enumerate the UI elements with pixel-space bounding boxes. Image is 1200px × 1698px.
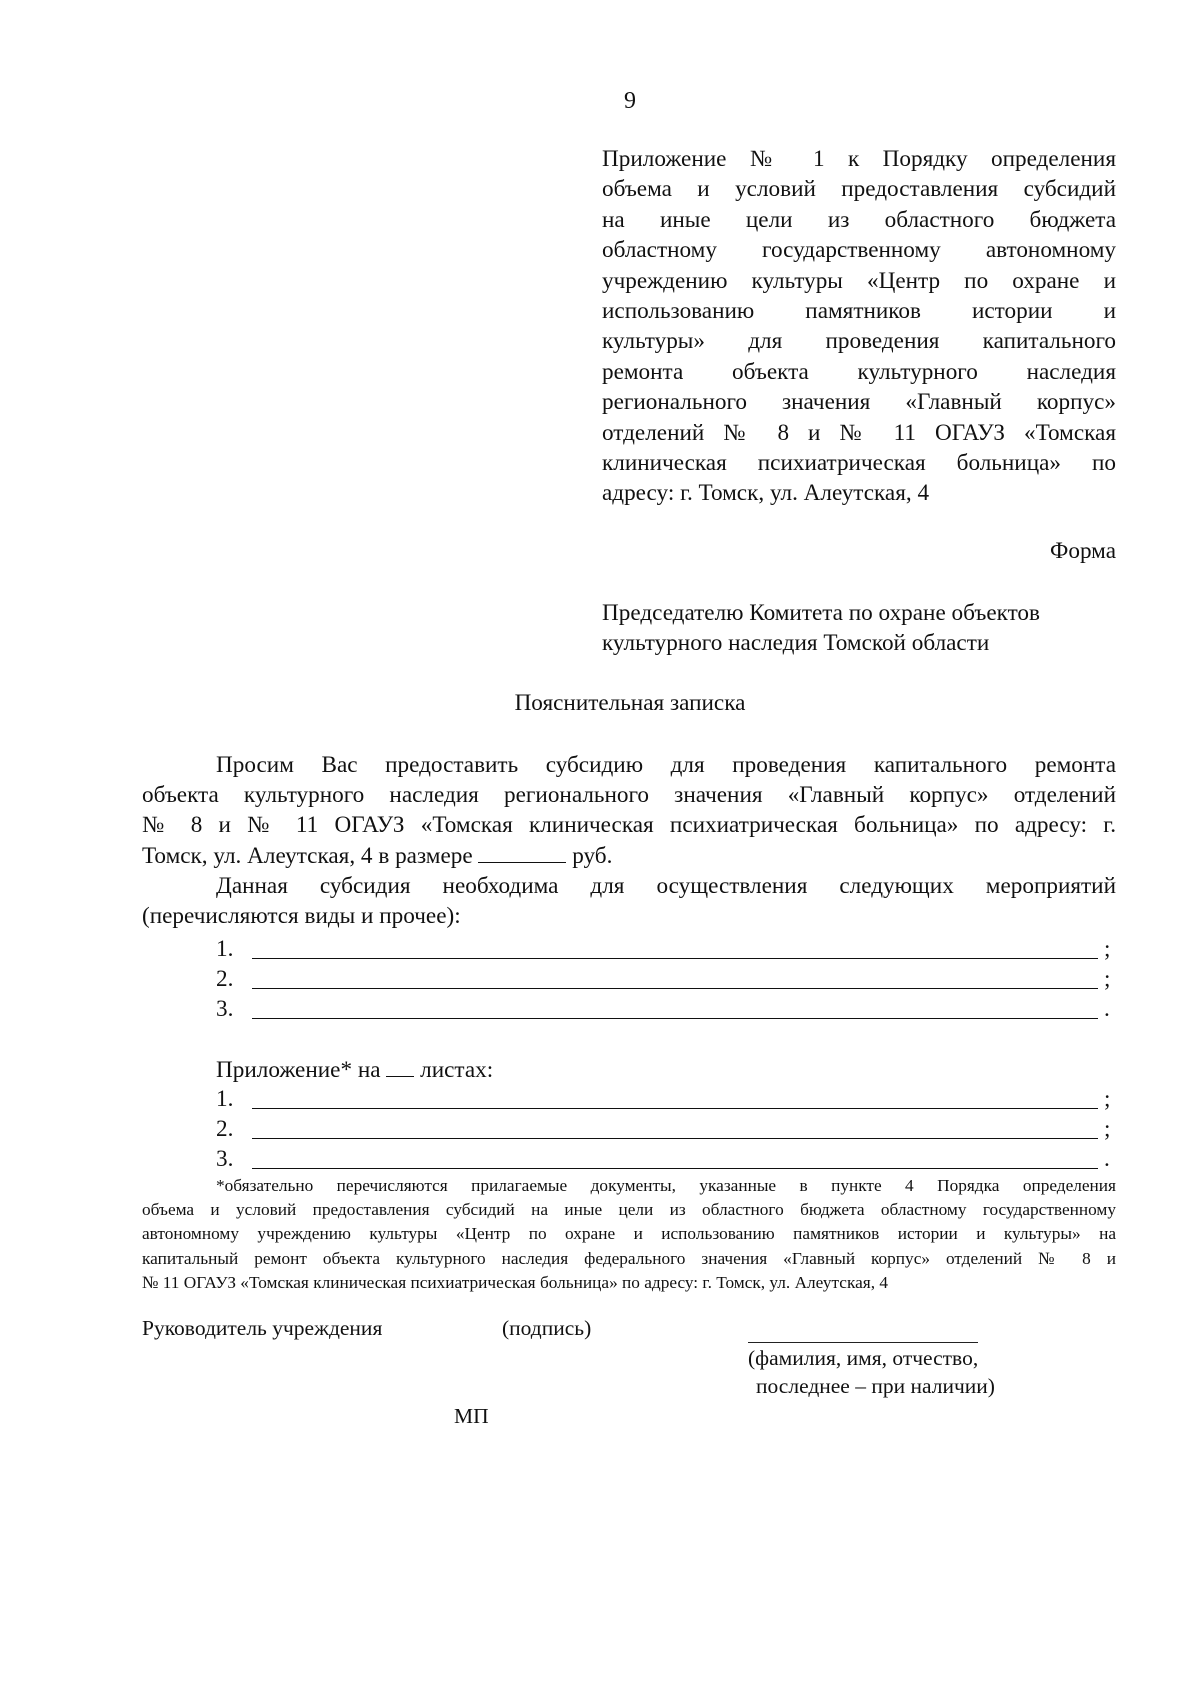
footnote-line: автономному учреждению культуры «Центр по охране и использованию памятников истории и культуры» на — [142, 1224, 1116, 1244]
list-number: 2. — [216, 966, 234, 992]
attachments-label-end: листах: — [420, 1057, 494, 1083]
attachments-list — [216, 1086, 1120, 1176]
page-number: 9 — [624, 88, 636, 114]
stamp-place-label: МП — [454, 1404, 489, 1428]
body-line: (перечисляются виды и прочее): — [142, 903, 461, 930]
footnote-line: объема и условий предоставления субсидий на иные цели из областного бюджета областному государственному — [142, 1200, 1116, 1220]
addressee — [602, 598, 1040, 659]
list-end-mark: ; — [1104, 1116, 1111, 1142]
attachment-blank-line[interactable] — [252, 1108, 1098, 1109]
addressee-line: культурного наследия Томской области — [602, 630, 990, 657]
appendix-line: использованию памятников истории и — [602, 298, 1116, 325]
appendix-line: культуры» для проведения капитального — [602, 328, 1116, 355]
list-number: 3. — [216, 1146, 234, 1172]
attachment-blank-line[interactable] — [252, 1138, 1098, 1139]
appendix-line: ремонта объекта культурного наследия — [602, 358, 1116, 385]
appendix-line: отделений № 8 и № 11 ОГАУЗ «Томская — [602, 419, 1116, 446]
body-line: Данная субсидия необходима для осуществления следующих мероприятий — [216, 872, 1116, 899]
attachment-blank-line[interactable] — [252, 1168, 1098, 1169]
appendix-line: областному государственному автономному — [602, 237, 1116, 264]
sheets-count-blank[interactable] — [386, 1056, 414, 1077]
appendix-header — [602, 144, 1116, 509]
body-line: объекта культурного наследия регионального значения «Главный корпус» отделений — [142, 782, 1116, 809]
appendix-line: на иные цели из областного бюджета — [602, 206, 1116, 233]
list-end-mark: . — [1104, 996, 1110, 1022]
body-line-amount — [142, 841, 1116, 871]
appendix-line: регионального значения «Главный корпус» — [602, 389, 1116, 416]
body-line: Просим Вас предоставить субсидию для проведения капитального ремонта — [216, 752, 1116, 778]
list-number: 1. — [216, 1086, 234, 1112]
list-end-mark: ; — [1104, 936, 1111, 962]
footnote-line: капитальный ремонт объекта культурного наследия федерального значения «Главный корпус» отделений № 8 и — [142, 1248, 1116, 1268]
body-amount-prefix: Томск, ул. Алеутская, 4 в размере — [142, 842, 473, 869]
list-item — [216, 936, 1120, 966]
list-number: 2. — [216, 1116, 234, 1142]
measure-blank-line[interactable] — [252, 958, 1098, 959]
measure-blank-line[interactable] — [252, 1018, 1098, 1019]
list-item — [216, 1146, 1120, 1176]
footnote — [142, 1174, 1116, 1295]
list-end-mark: ; — [1104, 1086, 1111, 1112]
amount-blank[interactable] — [478, 842, 566, 863]
document-title: Пояснительная записка — [514, 690, 746, 716]
head-of-institution-label: Руководитель учреждения — [142, 1316, 383, 1340]
appendix-line: адресу: г. Томск, ул. Алеутская, 4 — [602, 480, 930, 507]
list-end-mark: . — [1104, 1146, 1110, 1172]
measures-list — [216, 936, 1120, 1026]
addressee-line: Председателю Комитета по охране объектов — [602, 600, 1040, 626]
appendix-line: Приложение № 1 к Порядку определения — [602, 146, 1116, 172]
footnote-line: *обязательно перечисляются прилагаемые документы, указанные в пункте 4 Порядка определения — [216, 1176, 1116, 1195]
name-caption-line: (фамилия, имя, отчество, — [748, 1346, 979, 1370]
body-line: № 8 и № 11 ОГАУЗ «Томская клиническая психиатрическая больница» по адресу: г. — [142, 812, 1116, 839]
name-blank-line[interactable] — [748, 1342, 978, 1343]
attachments-label: Приложение* на — [216, 1057, 381, 1083]
currency-label: руб. — [572, 842, 613, 869]
list-item — [216, 996, 1120, 1026]
attachments-heading — [216, 1056, 493, 1084]
list-number: 3. — [216, 996, 234, 1022]
form-label: Форма — [1050, 538, 1116, 564]
appendix-line: объема и условий предоставления субсидий — [602, 176, 1116, 203]
name-caption-line: последнее – при наличии) — [756, 1374, 995, 1398]
signature-label: (подпись) — [502, 1316, 592, 1340]
appendix-line: клиническая психиатрическая больница» по — [602, 450, 1116, 477]
request-paragraph — [142, 750, 1116, 931]
list-end-mark: ; — [1104, 966, 1111, 992]
list-item — [216, 966, 1120, 996]
list-item — [216, 1086, 1120, 1116]
appendix-line: учреждению культуры «Центр по охране и — [602, 267, 1116, 294]
measure-blank-line[interactable] — [252, 988, 1098, 989]
list-number: 1. — [216, 936, 234, 962]
footnote-line: № 11 ОГАУЗ «Томская клиническая психиатрическая больница» по адресу: г. Томск, ул. Алеутская, 4 — [142, 1272, 889, 1292]
list-item — [216, 1116, 1120, 1146]
